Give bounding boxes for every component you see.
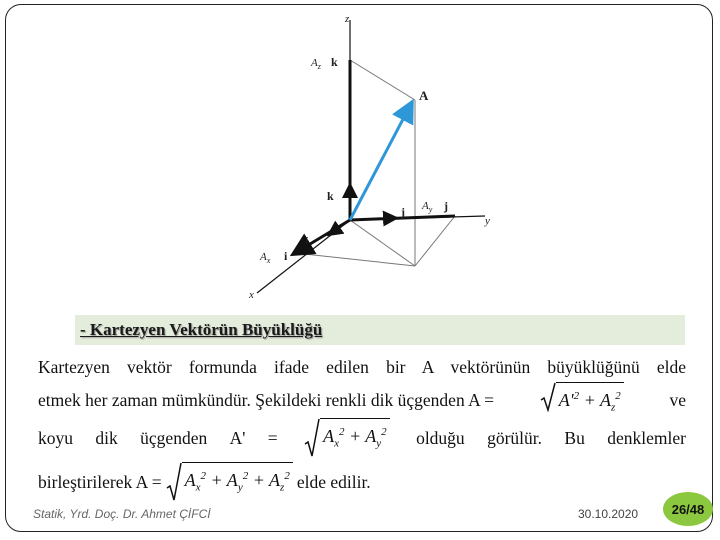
footer-author: Statik, Yrd. Doç. Dr. Ahmet ÇİFCİ [33,507,211,521]
axi-label-vec: i [284,249,288,263]
azk-label-sub: z [317,62,321,71]
guide-lines [295,60,455,266]
x-axis-label: x [249,289,254,300]
z-axis-label: z [345,13,350,25]
vector-a-label: A [419,88,429,103]
azk-label-vec: k [331,55,338,69]
sqrt-ax-ay: $A_x^2 + A_y^2$ [304,418,390,458]
svg-text:Az [310,57,322,71]
paragraph-line-3: koyu dik üçgenden A' = $A_x^2 + A_y^2$ olduğu görülür. Bu denklemler [38,418,686,458]
svg-text:Ay [421,200,433,214]
paragraph-line-4 [38,462,686,502]
ayj-label-sub: y [428,205,433,214]
line2-text: etmek her zaman mümkündür. Şekildeki renkli dik üçgenden A = [38,390,495,411]
footer-date: 30.10.2020 [578,507,639,521]
line4-text: birleştirilerek A = [38,472,162,492]
page-number-badge [663,492,713,526]
paragraph-line-1: Kartezyen vektör formunda ifade edilen bir A vektörünün büyüklüğünü elde [38,357,686,377]
svg-text:Ax [259,251,271,265]
unit-i-arrow [330,220,350,234]
azk-label-a: A [311,57,318,69]
axi-label-sub: x [266,256,271,265]
ayj-label-a: A [422,200,429,212]
paragraph-line-2 [38,382,686,419]
unit-j-label: j [401,205,405,219]
ayj-label-vec: j [444,199,448,213]
y-axis-label: y [485,215,490,227]
vector-a-arrow [350,104,411,220]
page-number: 26/48 [671,501,705,517]
section-heading: - Kartezyen Vektörün Büyüklüğü [80,320,323,339]
line2-tail: ve [669,390,686,411]
line4-tail: elde edilir. [296,472,371,492]
sqrt-a-prime-az: $A'^2 + A_z^2$ [540,382,624,419]
sqrt-ax-ay-az: $A_x^2 + A_y^2 + A_z^2$ [166,462,293,502]
unit-k-label: k [327,189,334,203]
unit-i-label: i [305,235,309,247]
axi-label-a: A [260,251,267,263]
vector-diagram [245,8,500,300]
